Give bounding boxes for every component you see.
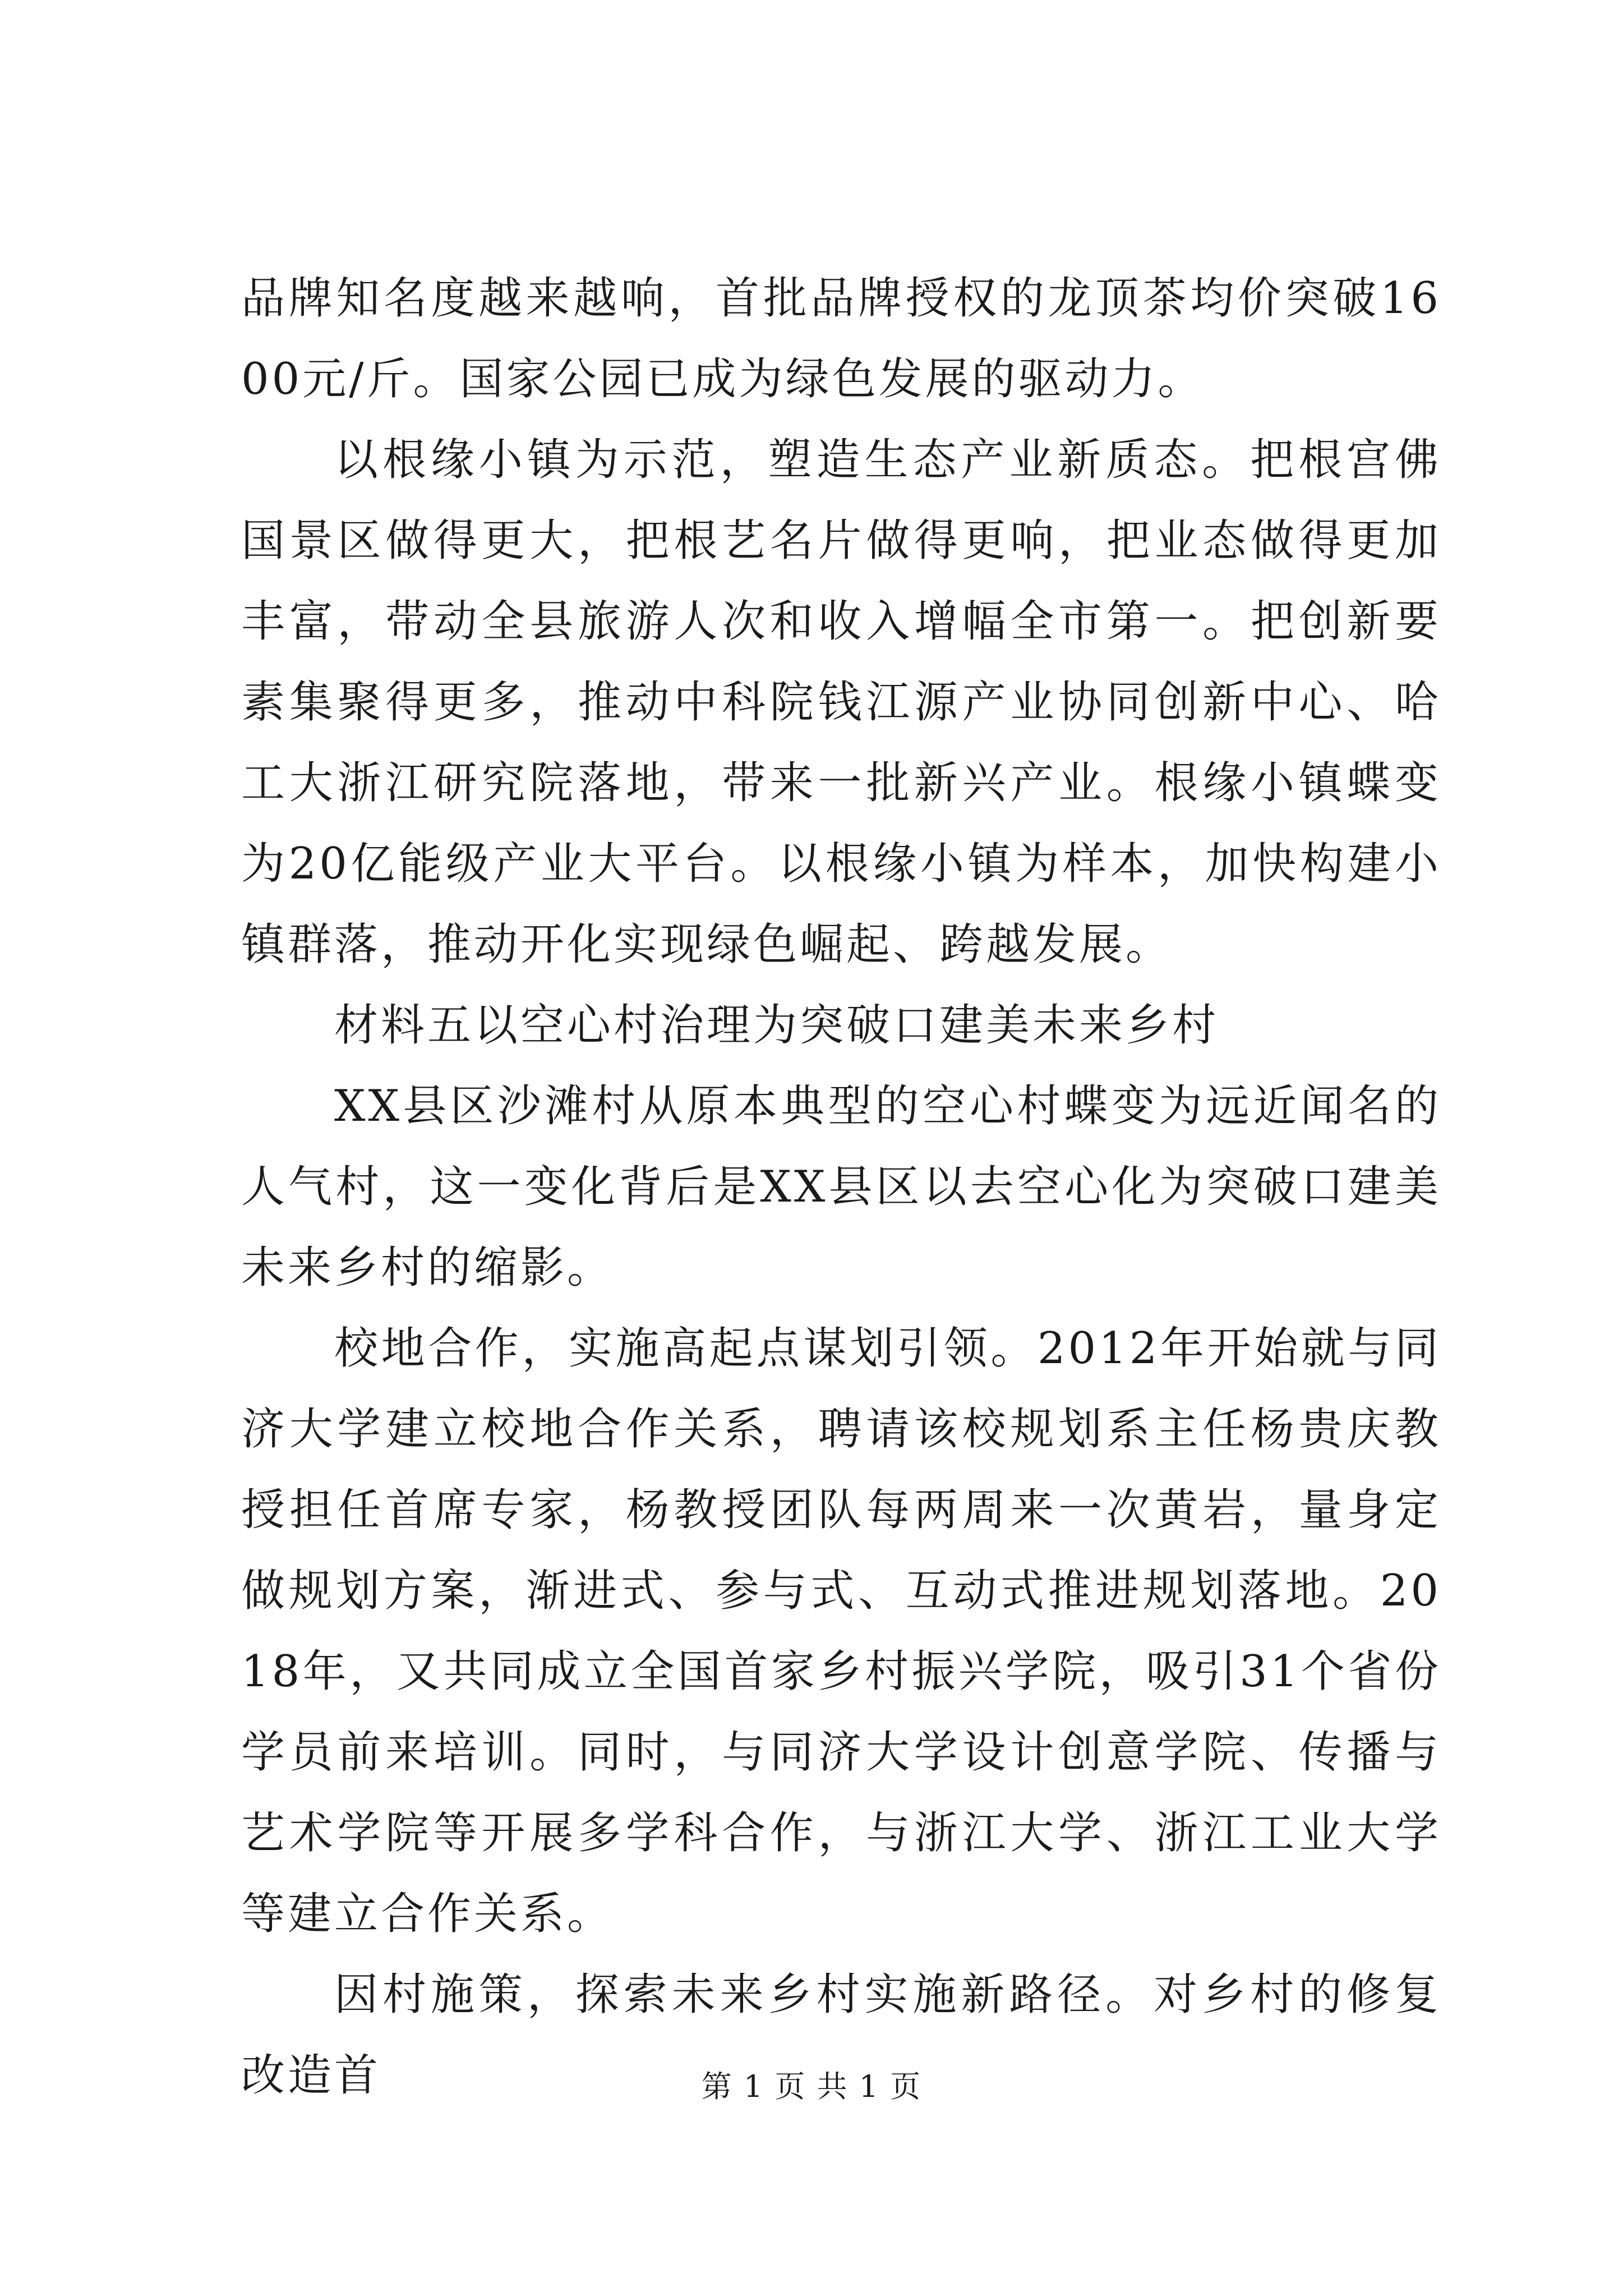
paragraph-root-town: 以根缘小镇为示范，塑造生态产业新质态。把根宫佛国景区做得更大，把根艺名片做得更响，把业态做得更加丰富，带动全县旅游人次和收入增幅全市第一。把创新要素集聚得更多，推动中科院钱江源产业协同创新中心、哈工大浙江研究院落地，带来一批新兴产业。根缘小镇蝶变为20亿能级产业大平台。以根缘小镇为样本，加快构建小镇群落，推动开化实现绿色崛起、跨越发展。 bbox=[241, 435, 1441, 970]
paragraph-shatan-village: XX县区沙滩村从原本典型的空心村蝶变为远近闻名的人气村，这一变化背后是XX县区以去空心化为突破口建美未来乡村的缩影。 bbox=[241, 1081, 1441, 1293]
page-footer: 第 1 页 共 1 页 bbox=[701, 2069, 922, 2104]
paragraph-school-cooperation: 校地合作，实施高起点谋划引领。2012年开始就与同济大学建立校地合作关系，聘请该校规划系主任杨贵庆教授担任首席专家，杨教授团队每两周来一次黄岩，量身定做规划方案，渐进式、参与式、互动式推进规划落地。2018年，又共同成立全国首家乡村振兴学院，吸引31个省份学员前来培训。同时，与同济大学设计创意学院、传播与艺术学院等开展多学科合作，与浙江大学、浙江工业大学等建立合作关系。 bbox=[241, 1323, 1441, 1939]
paragraph-village-policy: 因村施策，探索未来乡村实施新路径。对乡村的修复改造首 bbox=[241, 1970, 1441, 2101]
paragraph-continuation: 品牌知名度越来越响，首批品牌授权的龙顶茶均价突破1600元/斤。国家公园已成为绿色发展的驱动力。 bbox=[241, 273, 1441, 404]
document-body bbox=[241, 258, 1441, 2116]
section-heading-material-five: 材料五以空心村治理为突破口建美未来乡村 bbox=[334, 1000, 1219, 1051]
